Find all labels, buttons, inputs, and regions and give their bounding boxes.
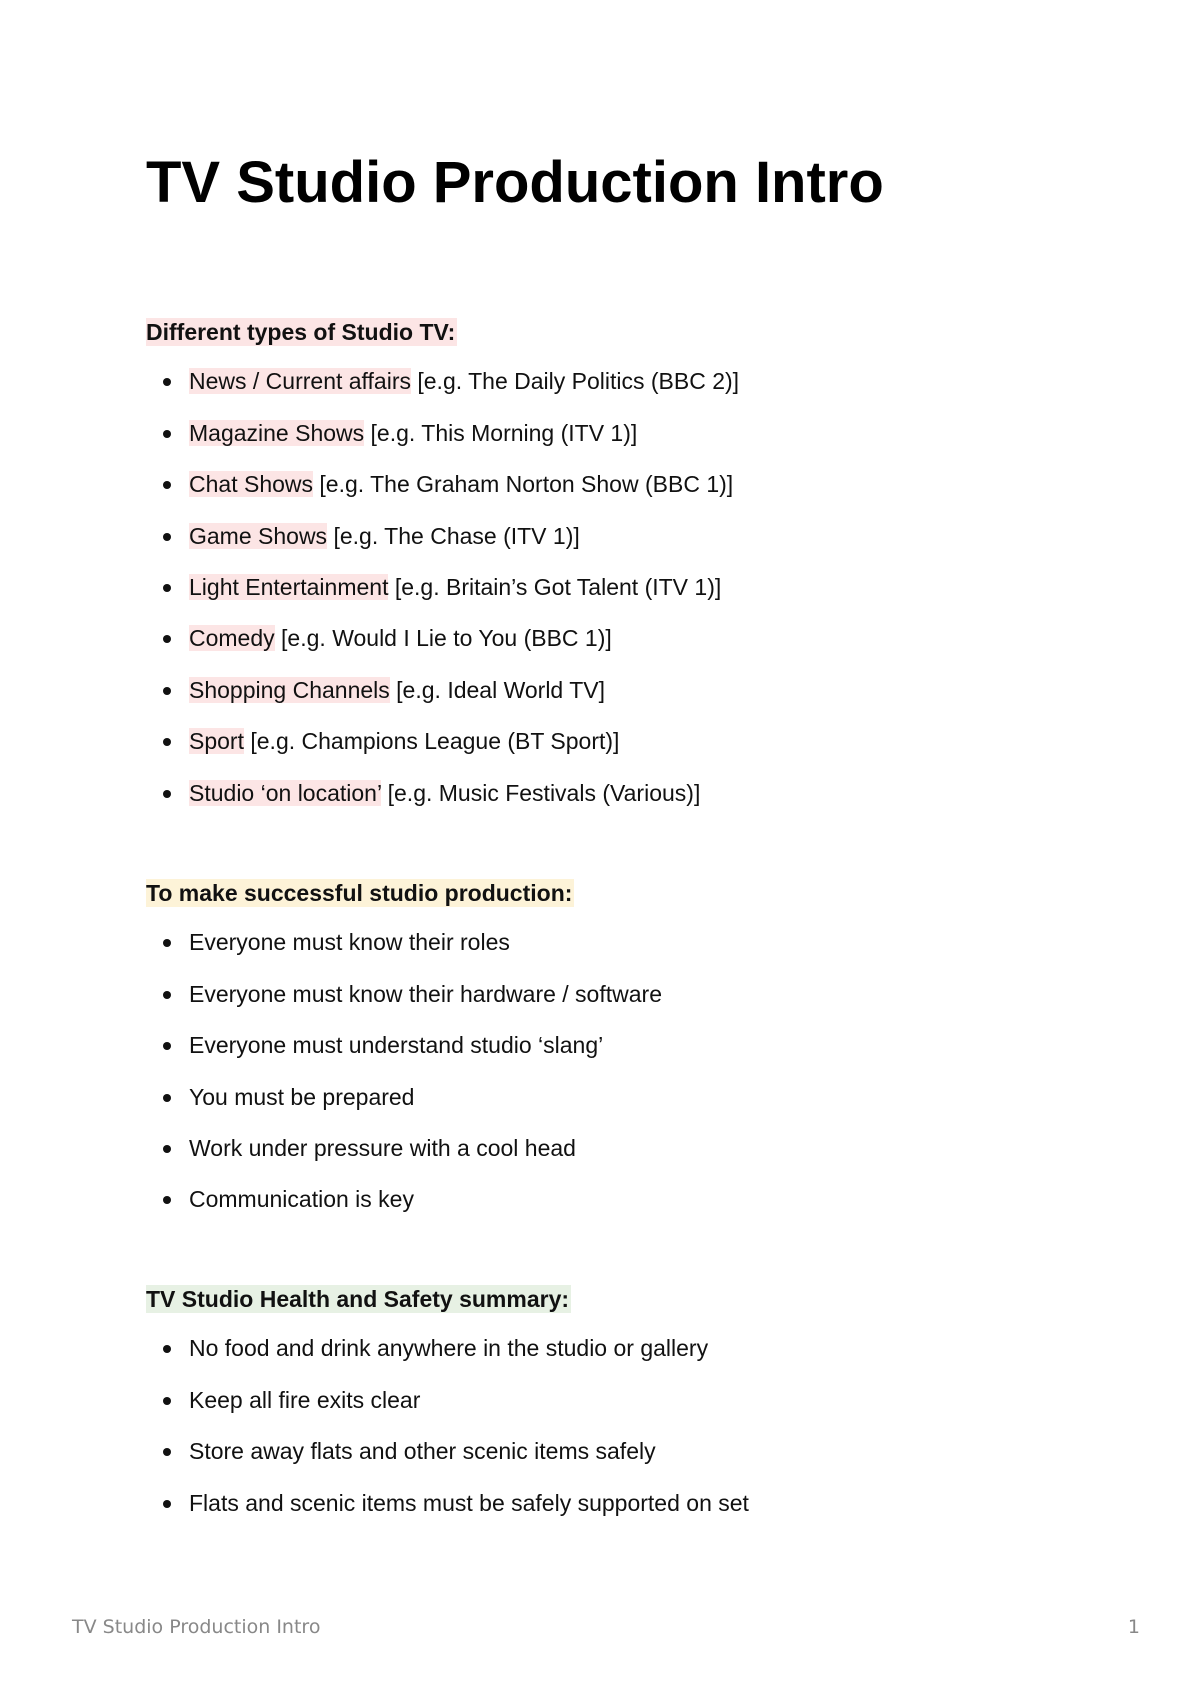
list-item-detail: [e.g. The Chase (ITV 1)] [327, 522, 580, 549]
list-item: Work under pressure with a cool head [146, 1130, 1046, 1166]
page-title: TV Studio Production Intro [146, 150, 884, 215]
list-item-term: Shopping Channels [189, 676, 390, 703]
list-item: Flats and scenic items must be safely supported on set [146, 1485, 749, 1521]
section-heading-text: To make successful studio production: [146, 880, 573, 906]
list-item-term: Sport [189, 728, 244, 755]
section-heading-text: Different types of Studio TV: [146, 319, 456, 345]
section-heading-text: TV Studio Health and Safety summary: [146, 1286, 570, 1312]
list-item-term: Chat Shows [189, 471, 314, 498]
list-item: Communication is key [146, 1181, 1046, 1217]
list-item-detail: [e.g. This Morning (ITV 1)] [364, 419, 638, 446]
list-item: No food and drink anywhere in the studio or gallery [146, 1330, 1046, 1366]
list-item [146, 415, 1046, 451]
health-and-safety-list [146, 1330, 1046, 1520]
list-item [146, 466, 1046, 502]
section-heading [146, 1283, 1046, 1315]
list-item [146, 672, 1046, 708]
list-item [146, 723, 1046, 759]
list-item-term: Light Entertainment [189, 573, 389, 600]
list-item-term: Studio ‘on location’ [189, 779, 382, 806]
list-item [146, 518, 1046, 554]
list-item-detail: [e.g. Ideal World TV] [389, 676, 605, 703]
list-item [146, 363, 1046, 399]
list-item: Keep all fire exits clear [146, 1382, 1046, 1418]
list-item [146, 569, 1046, 605]
section-heading [146, 316, 1046, 348]
list-item-term: Game Shows [189, 522, 328, 549]
section-heading [146, 877, 1046, 909]
list-item-term: Comedy [189, 625, 275, 652]
list-item-detail: [e.g. Would I Lie to You (BBC 1)] [274, 625, 612, 652]
section-studio-tv-types [146, 316, 1046, 811]
page-number: 1 [1127, 1616, 1140, 1638]
list-item [146, 775, 1046, 811]
list-item-detail: [e.g. Champions League (BT Sport)] [243, 728, 620, 755]
footer-title: TV Studio Production Intro [72, 1616, 321, 1638]
list-item-detail: [e.g. The Graham Norton Show (BBC 1)] [313, 471, 734, 498]
list-item: Store away flats and other scenic items safely [146, 1433, 1046, 1469]
list-item: Everyone must know their hardware / software [146, 976, 1046, 1012]
list-item: Everyone must understand studio ‘slang’ [146, 1027, 1046, 1063]
studio-tv-types-list [146, 363, 1046, 810]
list-item: You must be prepared [146, 1079, 1046, 1115]
section-health-and-safety [146, 1283, 1046, 1521]
list-item-detail: [e.g. Music Festivals (Various)] [381, 779, 701, 806]
list-item-term: News / Current affairs [189, 368, 411, 395]
list-item-detail: [e.g. The Daily Politics (BBC 2)] [410, 368, 740, 395]
list-item [146, 620, 1046, 656]
list-item-term: Magazine Shows [189, 419, 365, 446]
list-item-detail: [e.g. Britain’s Got Talent (ITV 1)] [388, 573, 722, 600]
section-successful-production [146, 877, 1046, 1217]
successful-production-list [146, 924, 1046, 1217]
list-item: Everyone must know their roles [146, 924, 1046, 960]
